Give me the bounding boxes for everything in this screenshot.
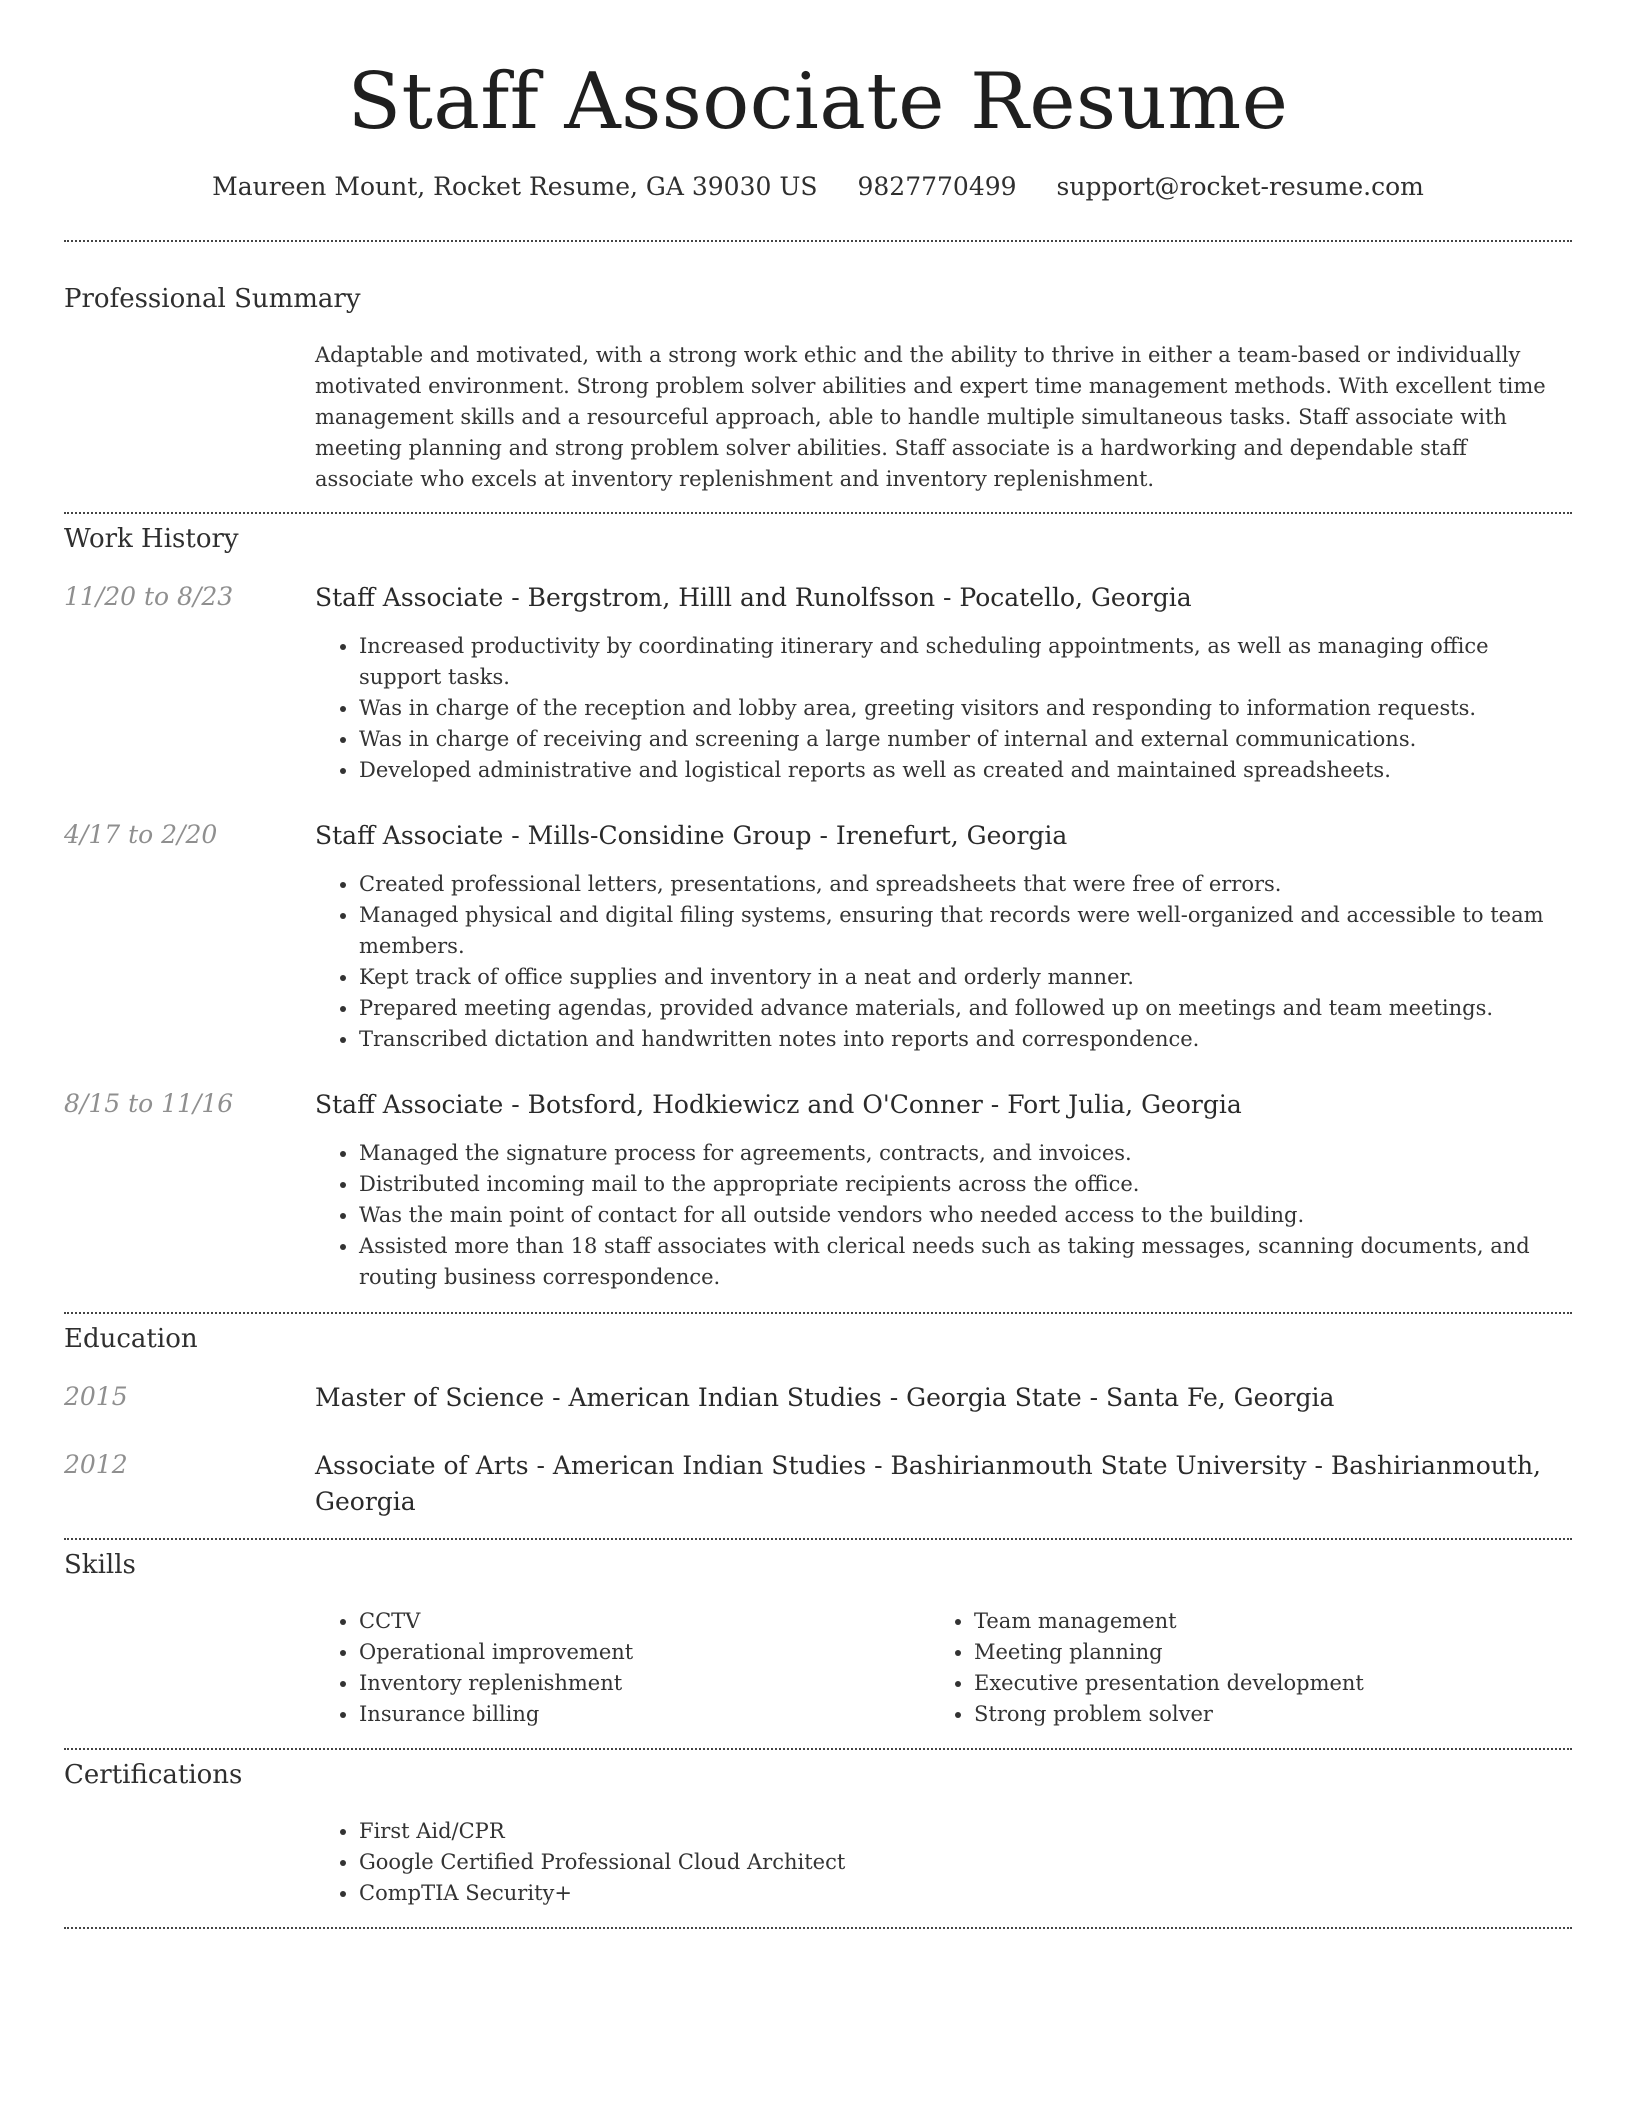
section-divider xyxy=(64,1312,1572,1314)
section-divider xyxy=(64,240,1572,242)
education-heading: Education xyxy=(64,1324,198,1354)
certification-item: • Google Certified Professional Cloud Architect xyxy=(359,1847,1572,1878)
list-item: • Distributed incoming mail to the appropriate recipients across the office. xyxy=(359,1169,1572,1200)
list-item: • Assisted more than 18 staff associates with clerical needs such as taking messages, scanning documents, and routing business correspondence. xyxy=(359,1231,1572,1293)
skill-item: • Executive presentation development xyxy=(974,1668,1530,1699)
list-item: • Increased productivity by coordinating itinerary and scheduling appointments, as well as managing office support tasks. xyxy=(359,631,1572,693)
list-item: • Prepared meeting agendas, provided advance materials, and followed up on meetings and team meetings. xyxy=(359,993,1572,1024)
list-item: • Developed administrative and logistical reports as well as created and maintained spreadsheets. xyxy=(359,755,1572,786)
section-divider xyxy=(64,1538,1572,1540)
skill-item: • Insurance billing xyxy=(359,1699,915,1730)
section-divider xyxy=(64,1748,1572,1750)
job-bullets xyxy=(315,869,1572,1055)
job-bullets xyxy=(315,631,1572,786)
job-bullets xyxy=(315,1138,1572,1293)
certifications-list xyxy=(315,1816,1572,1909)
list-item: • Created professional letters, presentations, and spreadsheets that were free of errors. xyxy=(359,869,1572,900)
job-dates: 4/17 to 2/20 xyxy=(64,820,218,849)
contact-address: Maureen Mount, Rocket Resume, GA 39030 US xyxy=(212,172,818,201)
summary-heading: Professional Summary xyxy=(64,284,361,314)
job-title: Staff Associate - Bergstrom, Hilll and Runolfsson - Pocatello, Georgia xyxy=(315,583,1192,612)
list-item: • Transcribed dictation and handwritten notes into reports and correspondence. xyxy=(359,1024,1572,1055)
contact-email: support@rocket-resume.com xyxy=(1056,172,1424,201)
skill-item: • Strong problem solver xyxy=(974,1699,1530,1730)
job-title: Staff Associate - Botsford, Hodkiewicz and O'Conner - Fort Julia, Georgia xyxy=(315,1090,1242,1119)
skill-item: • CCTV xyxy=(359,1606,915,1637)
certification-item: • First Aid/CPR xyxy=(359,1816,1572,1847)
certification-item: • CompTIA Security+ xyxy=(359,1878,1572,1909)
section-divider xyxy=(64,1927,1572,1929)
section-divider xyxy=(64,512,1572,514)
skills-heading: Skills xyxy=(64,1550,136,1580)
skill-item: • Meeting planning xyxy=(974,1637,1530,1668)
education-degree: Associate of Arts - American Indian Studies - Bashirianmouth State University - Bashirianmouth, Georgia xyxy=(315,1451,1542,1516)
page-title: Staff Associate Resume xyxy=(347,57,1289,147)
list-item: • Was in charge of the reception and lobby area, greeting visitors and responding to information requests. xyxy=(359,693,1572,724)
education-year: 2012 xyxy=(64,1450,128,1479)
job-dates: 11/20 to 8/23 xyxy=(64,582,234,611)
list-item: • Kept track of office supplies and inventory in a neat and orderly manner. xyxy=(359,962,1572,993)
list-item: • Managed physical and digital filing systems, ensuring that records were well-organized and accessible to team members. xyxy=(359,900,1572,962)
work-history-heading: Work History xyxy=(64,524,239,554)
skill-item: • Team management xyxy=(974,1606,1530,1637)
summary-text: Adaptable and motivated, with a strong work ethic and the ability to thrive in either a team-based or individually motivated environment. Strong problem solver abilities and expert time management methods. With excellent time management skills and a resourceful approach, able to handle multiple simultaneous tasks. Staff associate with meeting planning and strong problem solver abilities. Staff associate is a hardworking and dependable staff associate who excels at inventory replenishment and inventory replenishment. xyxy=(315,343,1546,491)
skills-column-right xyxy=(930,1606,1530,1730)
skill-item: • Operational improvement xyxy=(359,1637,915,1668)
list-item: • Was the main point of contact for all outside vendors who needed access to the building. xyxy=(359,1200,1572,1231)
job-title: Staff Associate - Mills-Considine Group - Irenefurt, Georgia xyxy=(315,821,1068,850)
contact-line xyxy=(64,172,1572,201)
job-dates: 8/15 to 11/16 xyxy=(64,1089,234,1118)
list-item: • Managed the signature process for agreements, contracts, and invoices. xyxy=(359,1138,1572,1169)
education-year: 2015 xyxy=(64,1382,128,1411)
list-item: • Was in charge of receiving and screening a large number of internal and external communications. xyxy=(359,724,1572,755)
education-degree: Master of Science - American Indian Studies - Georgia State - Santa Fe, Georgia xyxy=(315,1383,1335,1412)
contact-phone: 9827770499 xyxy=(857,172,1017,201)
skill-item: • Inventory replenishment xyxy=(359,1668,915,1699)
certifications-heading: Certifications xyxy=(64,1760,243,1790)
skills-column-left xyxy=(315,1606,915,1730)
